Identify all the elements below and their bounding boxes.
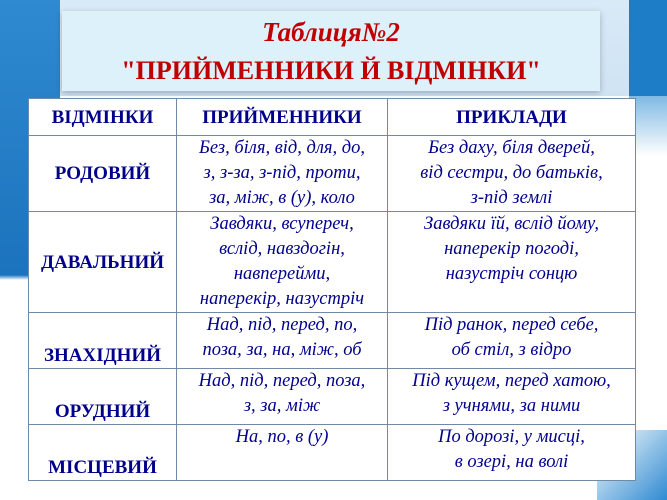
case-name: ЗНАХІДНИЙ <box>29 313 177 369</box>
examples-cell <box>388 136 636 212</box>
preposition-line: Без, біля, від, для, до, <box>199 138 365 158</box>
example-line: з-під землі <box>470 188 553 208</box>
header-examples: ПРИКЛАДИ <box>388 99 636 136</box>
preposition-line: з, з-за, з-під, проти, <box>203 163 361 183</box>
prepositions-cell <box>177 369 388 425</box>
page-subtitle: "ПРИЙМЕННИКИ Й ВІДМІНКИ" <box>121 56 541 85</box>
table-row <box>29 313 636 369</box>
case-name: РОДОВИЙ <box>29 136 177 212</box>
example-line: об стіл, з відро <box>451 340 572 360</box>
example-line: наперекір погоді, <box>444 239 579 259</box>
header-prepositions: ПРИЙМЕННИКИ <box>177 99 388 136</box>
prepositions-cell <box>177 212 388 313</box>
preposition-line: Над, під, перед, по, <box>206 315 358 335</box>
case-name: ДАВАЛЬНИЙ <box>29 212 177 313</box>
example-line: По дорозі, у мисці, <box>438 427 585 447</box>
page-title: Таблиця№2 <box>262 17 400 47</box>
example-line: від сестри, до батьків, <box>420 163 603 183</box>
preposition-line: навперейми, <box>233 264 331 284</box>
example-line: з учнями, за ними <box>442 396 581 416</box>
background-right-strip <box>629 0 667 96</box>
case-name: ОРУДНИЙ <box>29 369 177 425</box>
header-cases: ВІДМІНКИ <box>29 99 177 136</box>
prepositions-cell <box>177 136 388 212</box>
preposition-line: Завдяки, всупереч, <box>210 214 354 234</box>
table-row <box>29 369 636 425</box>
table-header-row <box>29 99 636 136</box>
example-line: Завдяки їй, вслід йому, <box>424 214 599 234</box>
case-name: МІСЦЕВИЙ <box>29 425 177 481</box>
example-line: Під ранок, перед себе, <box>424 315 599 335</box>
prepositions-table <box>28 98 636 481</box>
examples-cell <box>388 425 636 481</box>
examples-cell <box>388 369 636 425</box>
table-row <box>29 136 636 212</box>
examples-cell <box>388 212 636 313</box>
preposition-line: за, між, в (у), коло <box>209 188 355 208</box>
preposition-line: вслід, навздогін, <box>219 239 345 259</box>
preposition-line: Над, під, перед, поза, <box>198 371 366 391</box>
examples-cell <box>388 313 636 369</box>
preposition-line: наперекір, назустріч <box>199 289 365 309</box>
table-row <box>29 212 636 313</box>
prepositions-cell <box>177 425 388 481</box>
example-line: Без даху, біля дверей, <box>428 138 595 158</box>
preposition-line: з, за, між <box>243 396 321 416</box>
table-row <box>29 425 636 481</box>
example-line: назустріч сонцю <box>445 264 578 284</box>
preposition-line: поза, за, на, між, об <box>202 340 362 360</box>
title-card <box>62 11 600 91</box>
prepositions-cell <box>177 313 388 369</box>
example-line: в озері, на волі <box>454 452 569 472</box>
preposition-line: На, по, в (у) <box>235 427 329 447</box>
example-line: Під кущем, перед хатою, <box>412 371 611 391</box>
